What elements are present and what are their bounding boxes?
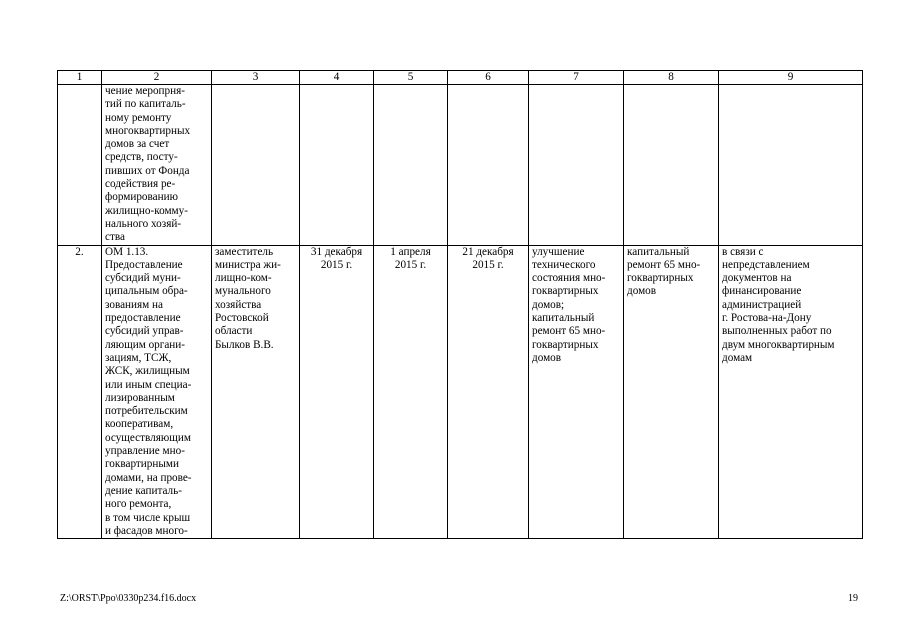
- cell-text-line: в связи с: [722, 245, 764, 258]
- cell-text-line: многоквартирных: [105, 124, 191, 137]
- cell-text-line: 2015 г.: [472, 258, 504, 271]
- cell-text-line: субсидий муни-: [105, 272, 181, 285]
- cell-text-line: хозяйства: [215, 298, 262, 311]
- cell-text-line: чение меропрня-: [105, 85, 186, 97]
- cell-text-line: и фасадов много-: [105, 524, 188, 537]
- cell-text-line: капитальный: [532, 312, 595, 325]
- cell-text-line: домам: [722, 351, 753, 364]
- header-cell: 9: [719, 71, 863, 85]
- cell-text-line: домов за счет: [105, 138, 170, 151]
- cell-text-line: ному ремонту: [105, 111, 172, 124]
- cell-text-line: министра жи-: [215, 258, 281, 271]
- cell-text-line: гоквартирных: [627, 272, 694, 285]
- cell-text-line: осуществляющим: [105, 431, 191, 444]
- cell-text-line: ремонт 65 мно-: [532, 325, 606, 338]
- cell-text-line: ципальным обра-: [105, 285, 188, 298]
- cell-text-line: домами, на прове-: [105, 471, 192, 484]
- cell-text-line: технического: [532, 258, 596, 271]
- table-row: [58, 85, 863, 246]
- table-cell: [374, 245, 448, 539]
- page-number: 19: [848, 593, 858, 604]
- header-cell: 1: [58, 71, 102, 85]
- cell-text-line: Предоставление: [105, 258, 183, 271]
- cell-text-line: Ростовской: [215, 312, 269, 325]
- cell-text-line: администрацией: [722, 298, 802, 311]
- file-path: Z:\ORST\Ppo\0330p234.f16.docx: [60, 593, 197, 604]
- table-header-row: [58, 71, 863, 85]
- table-cell: [102, 245, 212, 539]
- cell-text-line: заместитель: [215, 245, 274, 258]
- table-cell: [374, 85, 448, 246]
- cell-text-line: управление мно-: [105, 445, 185, 458]
- cell-text-line: документов на: [722, 272, 792, 285]
- cell-text-line: области: [215, 325, 253, 338]
- cell-text-line: 2015 г.: [320, 258, 353, 271]
- cell-text-line: г. Ростова-на-Дону: [722, 312, 812, 325]
- cell-text-line: двум многоквартирным: [722, 338, 835, 351]
- cell-text-line: домов;: [532, 298, 565, 311]
- header-cell: 5: [374, 71, 448, 85]
- header-cell: 3: [212, 71, 300, 85]
- cell-text-line: в том числе крыш: [105, 511, 191, 524]
- cell-text-line: содействия ре-: [105, 178, 176, 191]
- cell-text-line: Былков В.В.: [215, 338, 274, 351]
- table-cell: [300, 245, 374, 539]
- cell-text-line: ного ремонта,: [105, 498, 172, 511]
- cell-text-line: финансирование: [722, 285, 802, 298]
- header-cell: 4: [300, 71, 374, 85]
- cell-text-line: домов: [627, 285, 657, 298]
- cell-text-line: 21 декабря: [462, 245, 514, 258]
- header-cell: 7: [529, 71, 624, 85]
- cell-text-line: пивших от Фонда: [105, 164, 190, 177]
- cell-text-line: жилищно-комму-: [105, 204, 188, 217]
- cell-text-line: предоставление: [105, 312, 181, 325]
- cell-text-line: ремонт 65 мно-: [627, 258, 701, 271]
- table-cell: [212, 85, 300, 246]
- header-cell: 8: [624, 71, 719, 85]
- cell-text-line: лищно-ком-: [215, 272, 272, 285]
- cell-text-line: выполненных работ по: [722, 325, 832, 338]
- cell-text-line: непредставлением: [722, 258, 810, 271]
- cell-text-line: 31 декабря: [310, 245, 363, 258]
- table-cell: [300, 85, 374, 246]
- cell-text-line: 1 апреля: [390, 245, 431, 258]
- table-cell: [719, 245, 863, 539]
- cell-text-line: тий по капиталь-: [105, 98, 186, 111]
- cell-text-line: ОМ 1.13.: [105, 245, 149, 258]
- header-cell: 6: [448, 71, 529, 85]
- cell-text-line: потребительским: [105, 405, 188, 418]
- header-cell: 2: [102, 71, 212, 85]
- row-number: 2.: [58, 245, 102, 539]
- cell-text-line: 2015 г.: [394, 258, 427, 271]
- cell-text-line: ЖСК, жилищным: [105, 365, 190, 378]
- cell-text-line: гоквартирных: [532, 338, 599, 351]
- cell-text-line: состояния мно-: [532, 272, 606, 285]
- table-cell: [529, 85, 624, 246]
- cell-text-line: или иным специа-: [105, 378, 192, 391]
- cell-text-line: домов: [532, 351, 562, 364]
- cell-text-line: гоквартирных: [532, 285, 599, 298]
- table-cell: [719, 85, 863, 246]
- cell-text-line: улучшение: [532, 245, 585, 258]
- cell-text-line: зованиям на: [105, 298, 163, 311]
- cell-text-line: формированию: [105, 191, 178, 204]
- cell-text-line: зациям, ТСЖ,: [105, 351, 172, 364]
- cell-text-line: дение капиталь-: [105, 484, 182, 497]
- table-cell: [529, 245, 624, 539]
- cell-text-line: капитальный: [627, 245, 690, 258]
- table-cell: [58, 85, 102, 246]
- table-cell: [624, 85, 719, 246]
- cell-text-line: ляющим органи-: [105, 338, 186, 351]
- document-table: [57, 70, 863, 539]
- table-cell: [624, 245, 719, 539]
- cell-text-line: гоквартирными: [105, 458, 179, 471]
- cell-text-line: лизированным: [105, 391, 175, 404]
- table-cell: [102, 85, 212, 246]
- cell-text-line: кооперативам,: [105, 418, 174, 431]
- cell-text-line: мунального: [215, 285, 271, 298]
- cell-text-line: ства: [105, 231, 125, 244]
- table-cell: [212, 245, 300, 539]
- table-row: [58, 245, 863, 539]
- cell-text-line: субсидий управ-: [105, 325, 184, 338]
- table-cell: [448, 85, 529, 246]
- table-cell: [448, 245, 529, 539]
- cell-text-line: нального хозяй-: [105, 217, 182, 230]
- cell-text-line: средств, посту-: [105, 151, 178, 164]
